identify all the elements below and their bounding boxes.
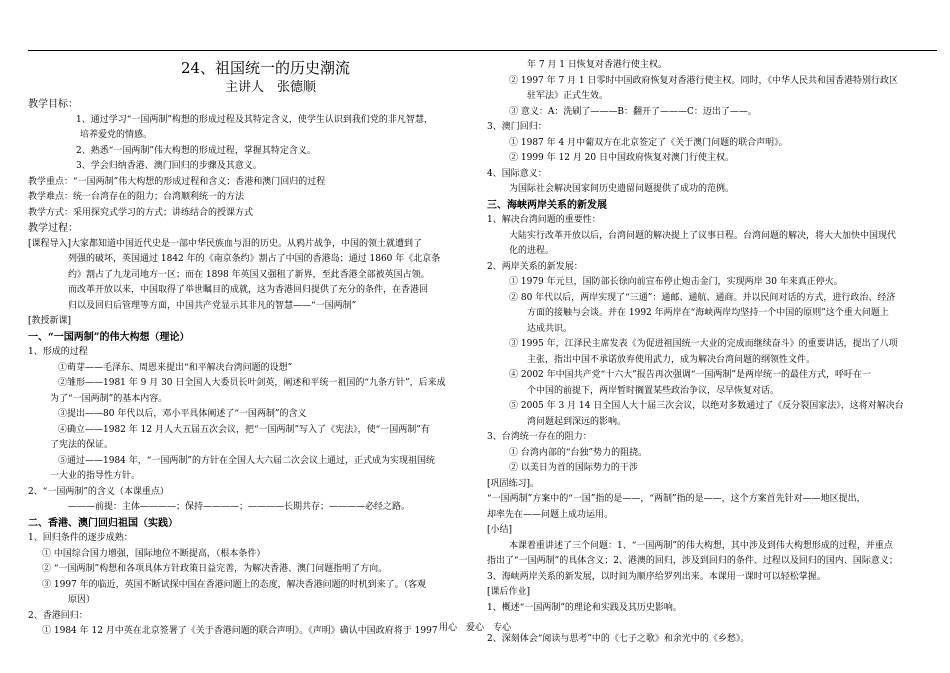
left-line: ⑤通过——1984 年，“一国两制”的方针在全国人大六届二次会议上通过，正式成为实现祖国统 — [58, 455, 435, 466]
right-line: ② 以美日为首的国际势力的干涉 — [509, 463, 638, 473]
left-line: 教学难点：统一台湾存在的阻力；台湾顺利统一的方法 — [28, 192, 245, 202]
right-line: 本课着重讲述了三个问题：1、“一国两制”的伟大构想，其中涉及到伟大构想形成的过程，并重点 — [509, 540, 893, 551]
right-line: 驻军法》正式生效。 — [527, 91, 609, 101]
left-line: 约》割占了九龙司地方一区；而在 1898 年英国又强租了新界，至此香港全部被英国占领。 — [68, 269, 430, 280]
right-column — [487, 58, 927, 647]
left-line: 一大业的指导性方针。 — [50, 471, 141, 481]
left-line: ③ 1997 年的临近，英国不断试探中国在香港问题上的态度，解决香港问题的时机到来了。（客观 — [42, 579, 427, 590]
right-line: 为国际社会解决国家间历史遗留问题提供了成功的范例。 — [509, 184, 735, 194]
right-line: 2、两岸关系的新发展： — [487, 261, 583, 272]
right-line: [小结] — [487, 525, 513, 535]
left-line: 教学过程： — [28, 223, 78, 234]
left-column — [28, 58, 473, 640]
left-line: ① 中国综合国力增强，国际地位不断提高，（根本条件） — [42, 548, 266, 559]
page-footer: 用心 爱心 专心 — [438, 623, 511, 633]
right-line: 主张，指出中国不承诺放弃使用武力，成为解决台湾问题的纲领性文件。 — [527, 354, 816, 365]
left-line: 教学重点：“一国两制”伟大构想的形成过程和含义；香港和澳门回归的过程 — [28, 176, 326, 187]
left-line: ②雏形——1981 年 9 月 30 日全国人大委员长叶剑英，阐述和平统一祖国的“九条方针”，后来成 — [58, 378, 446, 388]
right-line: 3、台湾统一存在的阻力： — [487, 432, 592, 442]
right-line: ① 台湾内部的“台独”势力的阻挠。 — [509, 447, 648, 458]
left-line: 主讲人 张德顺 — [224, 80, 316, 95]
right-line: ④ 2002 年中国共产党“十六大”报告再次强调“一国两制”是两岸统一的最佳方式，呼吁在一 — [509, 370, 872, 380]
right-line: 4、国际意义： — [487, 168, 547, 179]
left-line: 而改革开放以来，中国取得了举世瞩目的成就，这为香港回归提供了充分的条件，在香港回 — [68, 285, 429, 295]
right-line: 化的进程。 — [509, 246, 555, 256]
left-line: [教授新课] — [28, 316, 72, 326]
right-line: ⑤ 2005 年 3 月 14 日全国人大十届三次会议，以绝对多数通过了《反分裂国家法》，这将对解决台 — [509, 401, 904, 411]
right-line: 却率先在——问题上成功运用。 — [487, 509, 614, 520]
right-line: “一国两制”方案中的“一国”指的是——，“两制”指的是——，这个方案首先针对——地区提出， — [487, 494, 866, 504]
right-line: ③ 意义：A：洗刷了———B：翻开了———C：迈出了——。 — [509, 106, 757, 117]
left-line: [课程导入]大家都知道中国近代史是一部中华民族血与泪的历史。从鸦片战争，中国的领土就遭到了 — [28, 238, 423, 249]
right-line: 方面的接触与会谈。并在 1992 年两岸在“海峡两岸均坚持一个中国的原则”这个重大问题上 — [527, 308, 889, 318]
right-line: 1、解决台湾问题的重要性： — [487, 215, 601, 225]
left-line: ④确立——1982 年 12 月人大五届五次会议，把“一国两制”写入了《宪法》，使“一国两制”有 — [58, 424, 430, 435]
left-line: 了宪法的保证。 — [50, 440, 114, 450]
right-line: [巩固练习]。 — [487, 478, 540, 489]
left-line: 归以及回归后管理等方面，中国共产党显示其非凡的智慧——“一国两制” — [68, 300, 357, 311]
left-line: 二、香港、澳门回归祖国（实践） — [28, 517, 178, 529]
left-line: 一、“一国两制”的伟大构想（理论） — [28, 331, 190, 343]
right-line: [课后作业] — [487, 587, 531, 597]
right-line: ③ 1995 年，江泽民主席发表《为促进祖国统一大业的完成而继续奋斗》的重要讲话，提出了八项 — [509, 339, 898, 349]
left-line: ③提出——80 年代以后，邓小平具体阐述了“一国两制”的含义 — [58, 409, 307, 419]
right-line: 指出了“一国两制”的具体含义；2、港澳的回归，涉及到回归的条件、过程以及回归的国内、国际意义； — [487, 556, 898, 566]
right-line: 湾问题起到深远的影响。 — [527, 416, 627, 427]
right-line: ② 1999 年 12 月 20 日中国政府恢复对澳门行使主权。 — [509, 153, 734, 163]
right-line: ① 1987 年 4 月中葡双方在北京签定了《关于澳门问题的联合声明》。 — [509, 137, 788, 148]
right-line: 2、深刻体会“阅读与思考”中的《七子之歌》和余光中的《乡愁》。 — [487, 633, 750, 644]
right-line: 大陆实行改革开放以后，台湾问题的解决提上了议事日程。台湾问题的解决，将大大加快中国现代 — [509, 230, 897, 241]
right-line: ② 1997 年 7 月 1 日零时中国政府恢复对香港行使主权。同时，《中华人民共和国香港特别行政区 — [509, 75, 899, 86]
right-line: 3、海峡两岸关系的新发展，以时间为顺序给罗列出来。本课用一课时可以轻松掌握。 — [487, 571, 826, 582]
right-line: 三、海峡两岸关系的新发展 — [487, 199, 607, 211]
right-line: 达成共识。 — [527, 323, 573, 334]
left-line: ② “一国两制”构想和各项具体方针政策日益完善，为解决香港、澳门问题指明了方向。 — [42, 564, 388, 574]
left-line: 2、香港回归： — [28, 610, 88, 621]
left-line: 3、学会归纳香港、澳门回归的步骤及其意义。 — [76, 161, 262, 171]
left-line: 列强的破坏，英国通过 1842 年的《南京条约》割占了中国的香港岛；通过 1860 年《北京条 — [68, 254, 441, 264]
left-line: 教学方式：采用探究式学习的方式；讲练结合的授课方式 — [28, 207, 254, 218]
left-line: ① 1984 年 12 月中英在北京签署了《关于香港问题的联合声明》。《声明》确认中国政府将于 1997 — [42, 626, 438, 636]
left-line: 1、形成的过程 — [28, 347, 88, 357]
header-rule — [28, 50, 937, 51]
left-line: ①萌芽——毛泽东、周恩来提出“和平解决台湾问题的设想” — [58, 362, 293, 373]
left-line: 2、“一国两制”的含义（本课重点） — [28, 486, 169, 497]
right-line: 年 7 月 1 日恢复对香港行使主权。 — [527, 60, 667, 70]
right-line: ① 1979 年元旦，国防部长徐向前宣布停止炮击金门，实现两岸 30 年来真正停火。 — [509, 277, 843, 287]
left-line: 原因） — [68, 595, 96, 605]
left-line: 1、回归条件的逐步成熟： — [28, 533, 133, 543]
left-line: 教学目标： — [28, 99, 78, 110]
right-line: 个中国的前提下，两岸暂时搁置某些政治争议，尽早恢复对话。 — [527, 385, 780, 396]
right-line: 3、澳门回归： — [487, 122, 547, 132]
left-line: 24、祖国统一的历史潮流 — [180, 59, 351, 77]
left-line: 为了“一国两制”的基本内容。 — [50, 393, 168, 404]
left-line: 2、熟悉“一国两制”伟大构想的形成过程，掌握其特定含义。 — [76, 145, 316, 156]
left-line: 1、通过学习“一国两制”构想的形成过程及其特定含义，使学生认识到我们党的非凡智慧， — [76, 114, 433, 125]
left-line: ———前提：主体————；保持————；————长期共存；————必经之路。 — [68, 502, 411, 512]
right-line: 1、概述“一国两制”的理论和实践及其历史影响。 — [487, 602, 682, 613]
left-line: 培养爱党的情感。 — [80, 130, 153, 140]
right-line: ② 80 年代以后，两岸实现了“三通”：通邮、通航、通商。并以民间对话的方式，进行政治、经济 — [509, 292, 896, 303]
